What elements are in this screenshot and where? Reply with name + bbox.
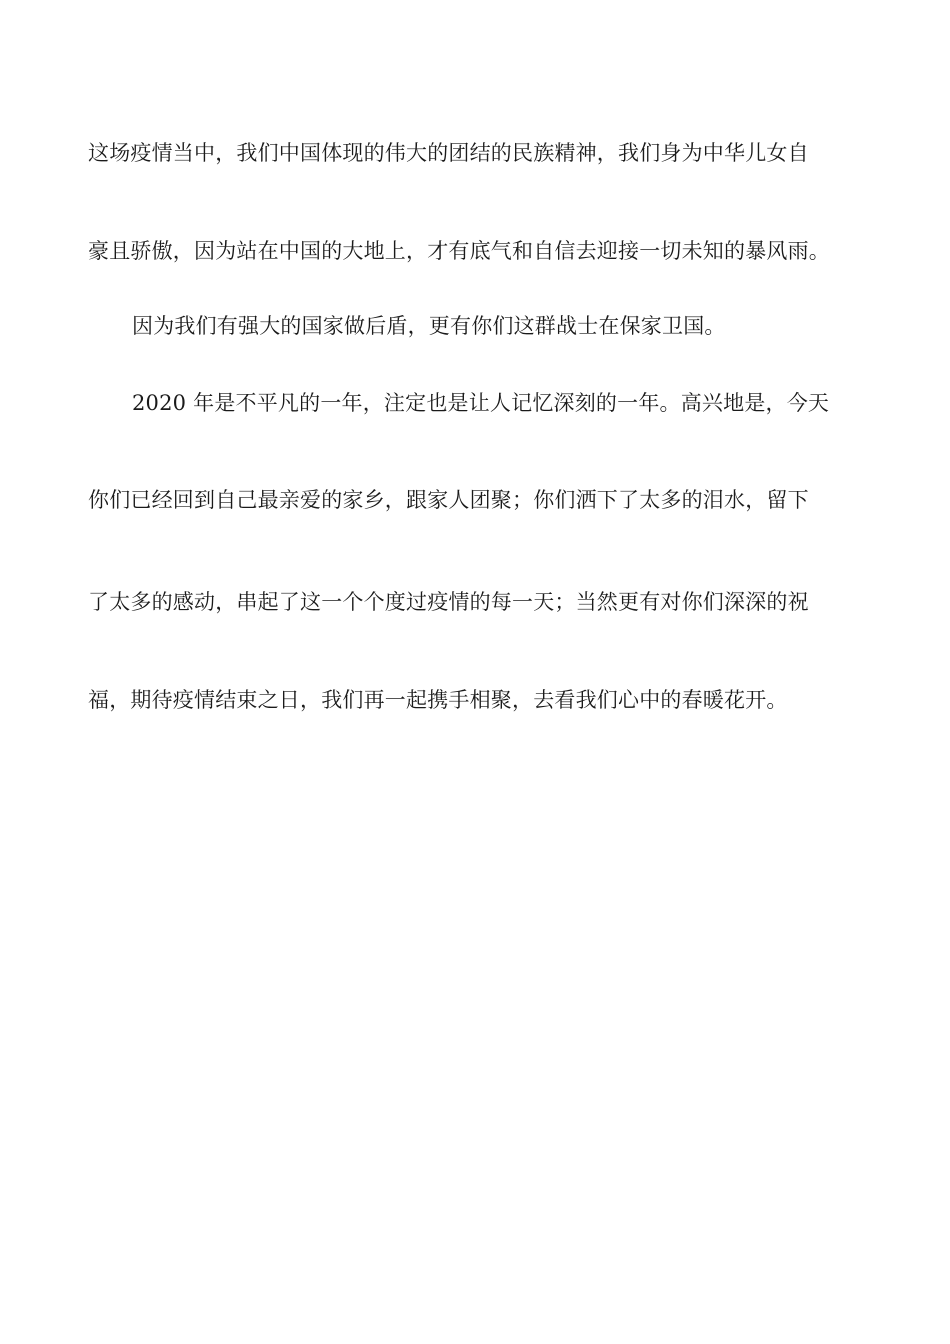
paragraph-3-line-1: 2020 年是不平凡的一年，注定也是让人记忆深刻的一年。高兴地是，今天 [132,391,830,415]
paragraph-3-line-2: 你们已经回到自己最亲爱的家乡，跟家人团聚；你们洒下了太多的泪水，留下 [88,488,809,512]
paragraph-3-line-4: 福，期待疫情结束之日，我们再一起携手相聚，去看我们心中的春暖花开。 [88,688,788,712]
paragraph-2-line-1: 因为我们有强大的国家做后盾，更有你们这群战士在保家卫国。 [132,314,726,338]
paragraph-3-line-3: 了太多的感动，串起了这一个个度过疫情的每一天；当然更有对你们深深的祝 [88,590,809,614]
paragraph-1-line-1: 这场疫情当中，我们中国体现的伟大的团结的民族精神，我们身为中华儿女自 [88,141,809,165]
paragraph-1-line-2: 豪且骄傲，因为站在中国的大地上，才有底气和自信去迎接一切未知的暴风雨。 [88,239,830,263]
